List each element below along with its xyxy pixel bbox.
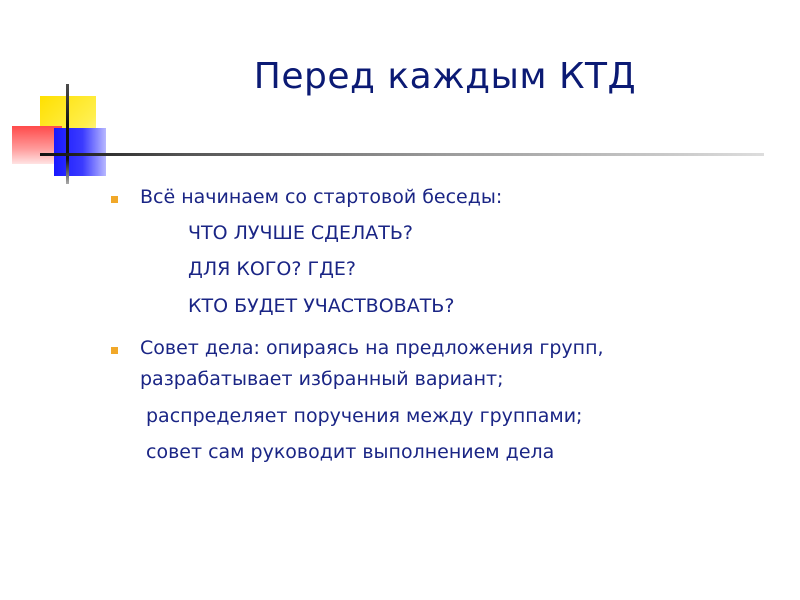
bullet-2-subline: совет сам руководит выполнением дела xyxy=(146,441,555,463)
bullet-marker xyxy=(111,347,118,354)
title-underline-divider xyxy=(40,153,764,156)
vertical-line-decoration xyxy=(66,84,69,184)
bullet-marker xyxy=(111,196,118,203)
bullet-2-text-line-2: разрабатывает избранный вариант; xyxy=(140,368,504,390)
bullet-2-text-line-1: Совет дела: опираясь на предложения групп, xyxy=(140,337,604,359)
bullet-1-subline: ЧТО ЛУЧШЕ СДЕЛАТЬ? xyxy=(188,222,414,244)
slide-title: Перед каждым КТД xyxy=(253,56,637,97)
blue-square-decoration xyxy=(54,128,106,176)
bullet-2-subline: распределяет поручения между группами; xyxy=(146,405,583,427)
bullet-1-subline: КТО БУДЕТ УЧАСТВОВАТЬ? xyxy=(188,295,455,317)
bullet-1-subline: ДЛЯ КОГО? ГДЕ? xyxy=(188,258,357,280)
bullet-1-text: Всё начинаем со стартовой беседы: xyxy=(140,186,503,208)
